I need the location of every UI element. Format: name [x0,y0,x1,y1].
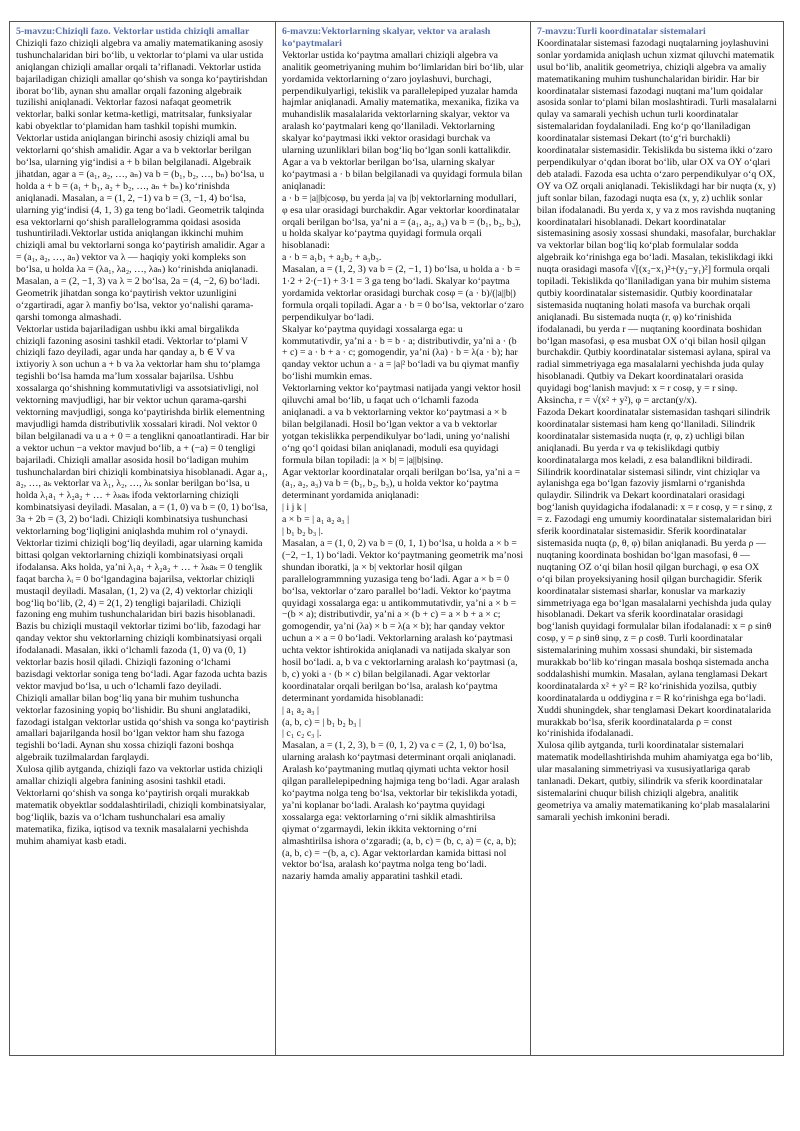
column-body: Koordinatalar sistemasi fazodagi nuqtalarning joylashuvini sonlar yordamida aniqlash uchun xizmat qiluvchi matematik usul bo‘lib, analitik geometriya, chiziqli algebra va amaliy matematikaning muhim tushunchalaridan biridir. Har bir koordinatalar sistemasi fazodagi nuqtani ma’lum qoidalar asosida sonlar to‘plami bilan moslashtiradi. Turli masalalarni qulay va samarali yechish uchun turli koordinatalar sistemalaridan foydalaniladi. Eng ko‘p qo‘llaniladigan koordinatalar sistemasi Dekart (to‘g‘ri burchakli) koordinatalar sistemasidir. Tekislikda bu sistema ikki o‘zaro perpendikulyar o‘qdan iborat bo‘lib, ular OX va OY o‘qlari deb ataladi. Fazoda esa uchta o‘zaro perpendikulyar o‘q OX, OY va OZ orqali aniqlanadi. Tekislikdagi har bir nuqta (x, y) juft sonlar bilan, fazodagi nuqta esa (x, y, z) uchlik sonlar bilan ifodalanadi. Bu yerda x, y va z mos ravishda nuqtaning koordinatalari hisoblanadi. Dekart koordinatalar sistemasining asosiy xossasi shundaki, masofalar, burchaklar va vektorlar bilan bog‘liq ko‘plab formulalar sodda algebraik ko‘rinishga ega bo‘ladi. Masalan, tekislikdagi ikki nuqta orasidagi masofa √[(x₂−x₁)²+(y₂−y₁)²] formula orqali topiladi. Tekislikda qo‘llaniladigan yana bir muhim sistema qutbiy koordinatalar sistemasidir. Qutbiy koordinatalar sistemasida nuqtaning holati masofa va burchak orqali aniqlanadi. Bu sistemada nuqta (r, φ) ko‘rinishida ifodalanadi, bu yerda r — nuqtaning koordinata boshidan bo‘lgan masofasi, φ esa musbat OX o‘qi bilan hosil qilgan burchakdir. Qutbiy koordinatalar sistemasi aylana, spiral va radial simmetriyaga ega masalalarni yechishda juda qulay hisoblanadi. Qutbiy va Dekart koordinatalari orasida quyidagi bog‘lanish mavjud: x = r cosφ, y = r sinφ. Aksincha, r = √(x² + y²), φ = arctan(y/x). Fazoda Dekart koordinatalar sistemasidan tashqari silindrik koordinatalar sistemasi ham keng qo‘llaniladi. Silindrik koordinatalar sistemasida nuqta (r, φ, z) uchligi bilan aniqlanadi. Bu yerda r va φ tekislikdagi qutbiy koordinatalarga mos keladi, z esa balandlikni bildiradi. Silindrik koordinatalar sistemasi silindr, vint chiziqlar va aylanishga ega bo‘lgan fazoviy jismlarni o‘rganishda qulaydir. Silindrik va Dekart koordinatalari orasidagi bog‘lanish quyidagicha ifodalanadi: x = r cosφ, y = r sinφ, z = z. Fazodagi eng umumiy koordinatalar sistemalaridan biri sferik koordinatalar sistemasidir. Sferik koordinatalar sistemasida nuqta (ρ, θ, φ) bilan aniqlanadi. Bu yerda ρ — nuqtaning koordinata boshidan bo‘lgan masofasi, θ — nuqtaning OZ o‘qi bilan hosil qilgan burchagi, φ esa OX o‘qi bilan proyeksiyaning hosil qilgan burchagidir. Sferik koordinatalar sistemasi sharlar, konuslar va markaziy simmetriyaga ega bo‘lgan masalalarni yechishda juda qulay hisoblanadi. Dekart va sferik koordinatalar orasidagi bog‘lanish quyidagi formulalar bilan ifodalanadi: x = ρ sinθ cosφ, y = ρ sinθ sinφ, z = ρ cosθ. Turli koordinatalar sistemalarining muhim xossasi shundaki, bir sistemada murakkab bo‘lib ko‘ringan masala boshqa sistemada ancha soddalashishi mumkin. Masalan, aylana tenglamasi Dekart koordinatalarda x² + y² = R² ko‘rinishida yozilsa, qutbiy koordinatalarda u oddiygina r = R ko‘rinishga ega bo‘ladi. Xuddi shuningdek, shar tenglamasi Dekart koordinatalarida murakkab bo‘lsa, sferik koordinatalarda ρ = const ko‘rinishida ifodalanadi. Xulosa qilib aytganda, turli koordinatalar sistemalari matematik modellashtirishda muhim ahamiyatga ega bo‘lib, ular masalaning simmetriyasi va xususiyatlariga qarab tanlanadi. Dekart, qutbiy, silindrik va sferik koordinatalar sistemalarini chuqur bilish chiziqli algebra, analitik geometriya va amaliy matematikaning ko‘plab masalalarini samarali yechish imkonini beradi. [537,37,777,823]
document-page [9,21,783,1056]
column-body: Chiziqli fazo chiziqli algebra va amaliy matematikaning asosiy tushunchalaridan biri bo‘lib, u vektorlar to‘plami va ular ustida aniqlangan chiziqli amallar orqali ta’riflanadi. Vektorlar ustida bajariladigan chiziqli amallar qo‘shish va songa ko‘paytirishdan iborat bo‘lib, aynan shu amallar orqali fazoning algebraik tuzilishi aniqlanadi. Vektorlar fazosi nafaqat geometrik vektorlar, balki sonlar ketma-ketligi, matritsalar, funksiyalar kabi obyektlar to‘plamidan ham tashkil topishi mumkin. Vektorlar ustida aniqlangan birinchi asosiy chiziqli amal bu vektorlarni qo‘shish amalidir. Agar a va b vektorlar berilgan bo‘lsa, ularning yig‘indisi a + b bilan belgilanadi. Algebraik jihatdan, agar a = (a₁, a₂, …, aₙ) va b = (b₁, b₂, …, bₙ) bo‘lsa, u holda a + b = (a₁ + b₁, a₂ + b₂, …, aₙ + bₙ) ko‘rinishda aniqlanadi. Masalan, a = (1, 2, −1) va b = (3, −1, 4) bo‘lsa, ularning yig‘indisi (4, 1, 3) ga teng bo‘ladi. Geometrik talqinda esa vektorlarni qo‘shish parallelogramma qoidasi asosida tushuntiriladi.Vektorlar ustida aniqlangan ikkinchi muhim chiziqli amal bu vektorlarni songa ko‘paytirish amalidir. Agar a = (a₁, a₂, …, aₙ) vektor va λ — haqiqiy yoki kompleks son bo‘lsa, u holda λa = (λa₁, λa₂, …, λaₙ) ko‘rinishda aniqlanadi. Masalan, a = (2, −1, 3) va λ = 2 bo‘lsa, 2a = (4, −2, 6) bo‘ladi. Geometrik jihatdan songa ko‘paytirish vektor uzunligini o‘zgartiradi, agar λ manfiy bo‘lsa, vektor yo‘nalishi qarama-qarshi tomonga almashadi. Vektorlar ustida bajariladigan ushbu ikki amal birgalikda chiziqli fazoning asosini tashkil etadi. Vektorlar to‘plami V chiziqli fazo deyiladi, agar unda har qanday a, b ∈ V va ixtiyoriy λ son uchun a + b va λa vektorlar ham shu to‘plamga tegishli bo‘lsa hamda ma’lum xossalar bajarilsa. Ushbu xossalarga qo‘shishning kommutativligi va assotsiativligi, nol vektorning mavjudligi, har bir vektor uchun qarama-qarshi vektorning mavjudligi, songa ko‘paytirishda birlik elementning mavjudligi hamda distributivlik xossalari kiradi. Nol vektor 0 bilan belgilanadi va u a + 0 = a tenglikni qanoatlantiradi. Har bir a vektor uchun −a vektor mavjud bo‘lib, a + (−a) = 0 tengligi bajariladi. Chiziqli amallar asosida hosil bo‘ladigan muhim tushunchalardan biri chiziqli kombinatsiya hisoblanadi. Agar a₁, a₂, …, aₖ vektorlar va λ₁, λ₂, …, λₖ sonlar berilgan bo‘lsa, u holda λ₁a₁ + λ₂a₂ + … + λₖaₖ ifoda vektorlarning chiziqli kombinatsiyasi deyiladi. Masalan, a = (1, 0) va b = (0, 1) bo‘lsa, 3a + 2b = (3, 2) bo‘ladi. Chiziqli kombinatsiya tushunchasi vektorlarning bog‘liqligini aniqlashda muhim rol o‘ynaydi. Vektorlar tizimi chiziqli bog‘liq deyiladi, agar ularning kamida bittasi qolgan vektorlarning chiziqli kombinatsiyasi orqali ifodalansa. Aks holda, ya’ni λ₁a₁ + λ₂a₂ + … + λₖaₖ = 0 tenglik faqat barcha λᵢ = 0 bo‘lgandagina bajarilsa, vektorlar chiziqli mustaqil deyiladi. Masalan, (1, 2) va (2, 4) vektorlar chiziqli bog‘liq bo‘lib, (2, 4) = 2(1, 2) tengligi bajariladi. Chiziqli fazoning eng muhim tushunchalaridan biri bazis hisoblanadi. Bazis bu chiziqli mustaqil vektorlar tizimi bo‘lib, fazodagi har qanday vektor shu vektorlarning chiziqli kombinatsiyasi orqali ifodalanadi. Masalan, ikki o‘lchamli fazoda (1, 0) va (0, 1) vektorlar bazis hosil qiladi. Chiziqli fazoning o‘lchami bazisdagi vektorlar soniga teng bo‘ladi. Agar fazoda uchta bazis vektor mavjud bo‘lsa, u uch o‘lchamli fazo deyiladi. Chiziqli amallar bilan bog‘liq yana bir muhim tushuncha vektorlar fazosining yopiq bo‘lishidir. Bu shuni anglatadiki, fazodagi istalgan vektorlar ustida qo‘shish va songa ko‘paytirish amallari bajarilganda hosil bo‘lgan vektor ham shu fazoga tegishli bo‘ladi. Aynan shu xossa chiziqli fazoni boshqa algebraik tuzilmalardan farqlaydi. Xulosa qilib aytganda, chiziqli fazo va vektorlar ustida chiziqli amallar chiziqli algebra fanining asosini tashkil etadi. Vektorlarni qo‘shish va songa ko‘paytirish orqali murakkab matematik obyektlar soddalashtiriladi, chiziqli kombinatsiyalar, bog‘liqlik, bazis va o‘lcham tushunchalari esa amaliy matematika, fizika, iqtisod va texnik masalalarni yechishda muhim ahamiyat kasb etadi. [16,37,269,847]
column-title: 5-mavzu:Chiziqli fazo. Vektorlar ustida chiziqli amallar [16,26,250,37]
table-row [10,22,784,1056]
three-column-table [9,21,784,1056]
column-title: 7-mavzu:Turli koordinatalar sistemalari [537,26,706,37]
column-body: Vektorlar ustida ko‘paytma amallari chiziqli algebra va analitik geometriyaning muhim bo‘limlaridan biri bo‘lib, ular yordamida vektorlarning o‘zaro joylashuvi, burchagi, perpendikulyarligi, tekislik va parallelepiped yuzalar hamda hajmlar aniqlanadi. Amaliy matematika, mexanika, fizika va muhandislik masalalarida vektorlarning skalyar, vektor va aralash ko‘paytmalari keng qo‘llaniladi. Vektorlarning skalyar ko‘paytmasi ikki vektor orasidagi burchak va ularning uzunliklari bilan bog‘liq bo‘lgan sonli kattalikdir. Agar a va b vektorlar berilgan bo‘lsa, ularning skalyar ko‘paytmasi a · b bilan belgilanadi va quyidagi formula bilan aniqlanadi: a · b = |a||b|cosφ, bu yerda |a| va |b| vektorlarning modullari, φ esa ular orasidagi burchakdir. Agar vektorlar koordinatalar orqali berilgan bo‘lsa, ya’ni a = (a₁, a₂, a₃) va b = (b₁, b₂, b₃), u holda skalyar ko‘paytma quyidagi formula orqali hisoblanadi: a · b = a₁b₁ + a₂b₂ + a₃b₃. Masalan, a = (1, 2, 3) va b = (2, −1, 1) bo‘lsa, u holda a · b = 1·2 + 2·(−1) + 3·1 = 3 ga teng bo‘ladi. Skalyar ko‘paytma yordamida vektorlar orasidagi burchak cosφ = (a · b)/(|a||b|) formula orqali topiladi. Agar a · b = 0 bo‘lsa, vektorlar o‘zaro perpendikulyar bo‘ladi. Skalyar ko‘paytma quyidagi xossalarga ega: u kommutativdir, ya’ni a · b = b · a; distributivdir, ya’ni a · (b + c) = a · b + a · c; gomogendir, ya’ni (λa) · b = λ(a · b); har qanday vektor uchun a · a = |a|² bo‘ladi va bu qiymat manfiy bo‘lishi mumkin emas. Vektorlarning vektor ko‘paytmasi natijada yangi vektor hosil qiluvchi amal bo‘lib, u faqat uch o‘lchamli fazoda aniqlanadi. a va b vektorlarning vektor ko‘paytmasi a × b bilan belgilanadi. Hosil bo‘lgan vektor a va b vektorlar yotgan tekislikka perpendikulyar bo‘ladi, uning yo‘nalishi o‘ng qo‘l qoidasi bilan aniqlanadi, moduli esa quyidagi formula bilan topiladi: |a × b| = |a||b|sinφ. Agar vektorlar koordinatalar orqali berilgan bo‘lsa, ya’ni a = (a₁, a₂, a₃) va b = (b₁, b₂, b₃), u holda vektor ko‘paytma determinant yordamida aniqlanadi: | i j k | a × b = | a₁ a₂ a₃ | | b₁ b₂ b₃ |. Masalan, a = (1, 0, 2) va b = (0, 1, 1) bo‘lsa, u holda a × b = (−2, −1, 1) bo‘ladi. Vektor ko‘paytmaning geometrik ma’nosi shundan iboratki, |a × b| vektorlar hosil qilgan parallelogrammning yuzasiga teng bo‘ladi. Agar a × b = 0 bo‘lsa, vektorlar o‘zaro parallel bo‘ladi. Vektor ko‘paytma quyidagi xossalarga ega: u antikommutativdir, ya’ni a × b = −(b × a); distributivdir, ya’ni a × (b + c) = a × b + a × c; gomogendir, ya’ni (λa) × b = λ(a × b); har qanday vektor uchun a × a = 0 bo‘ladi. Vektorlarning aralash ko‘paytmasi uchta vektor ishtirokida aniqlanadi va natijada skalyar son hosil bo‘ladi. a, b va c vektorlarning aralash ko‘paytmasi (a, b, c) yoki a · (b × c) bilan belgilanadi. Agar vektorlar koordinatalar orqali berilgan bo‘lsa, aralash ko‘paytma determinant yordamida hisoblanadi: | a₁ a₂ a₃ | (a, b, c) = | b₁ b₂ b₃ | | c₁ c₂ c₃ |. Masalan, a = (1, 2, 3), b = (0, 1, 2) va c = (2, 1, 0) bo‘lsa, ularning aralash ko‘paytmasi determinant orqali aniqlanadi. Aralash ko‘paytmaning mutlaq qiymati uchta vektor hosil qilgan parallelepipedning hajmiga teng bo‘ladi. Agar aralash ko‘paytma nolga teng bo‘lsa, vektorlar bir tekislikda yotadi, ya’ni koplanar bo‘ladi. Aralash ko‘paytma quyidagi xossalarga ega: vektorlarning o‘rni siklik almashtirilsa qiymat o‘zgarmaydi, lekin ikkita vektorning o‘rni almashtirilsa ishora o‘zgaradi; (a, b, c) = (b, c, a) = (c, a, b); (a, b, c) = −(b, a, c). Agar vektorlardan kamida bittasi nol vektor bo‘lsa, aralash ko‘paytma nolga teng bo‘ladi. nazariy hamda amaliy apparatini tashkil etadi. [282,49,524,883]
column-topic-5 [10,22,276,1056]
column-title: 6-mavzu:Vektorlarning skalyar, vektor va aralash ko‘paytmalari [282,26,491,49]
column-topic-6 [276,22,531,1056]
column-topic-7 [531,22,784,1056]
